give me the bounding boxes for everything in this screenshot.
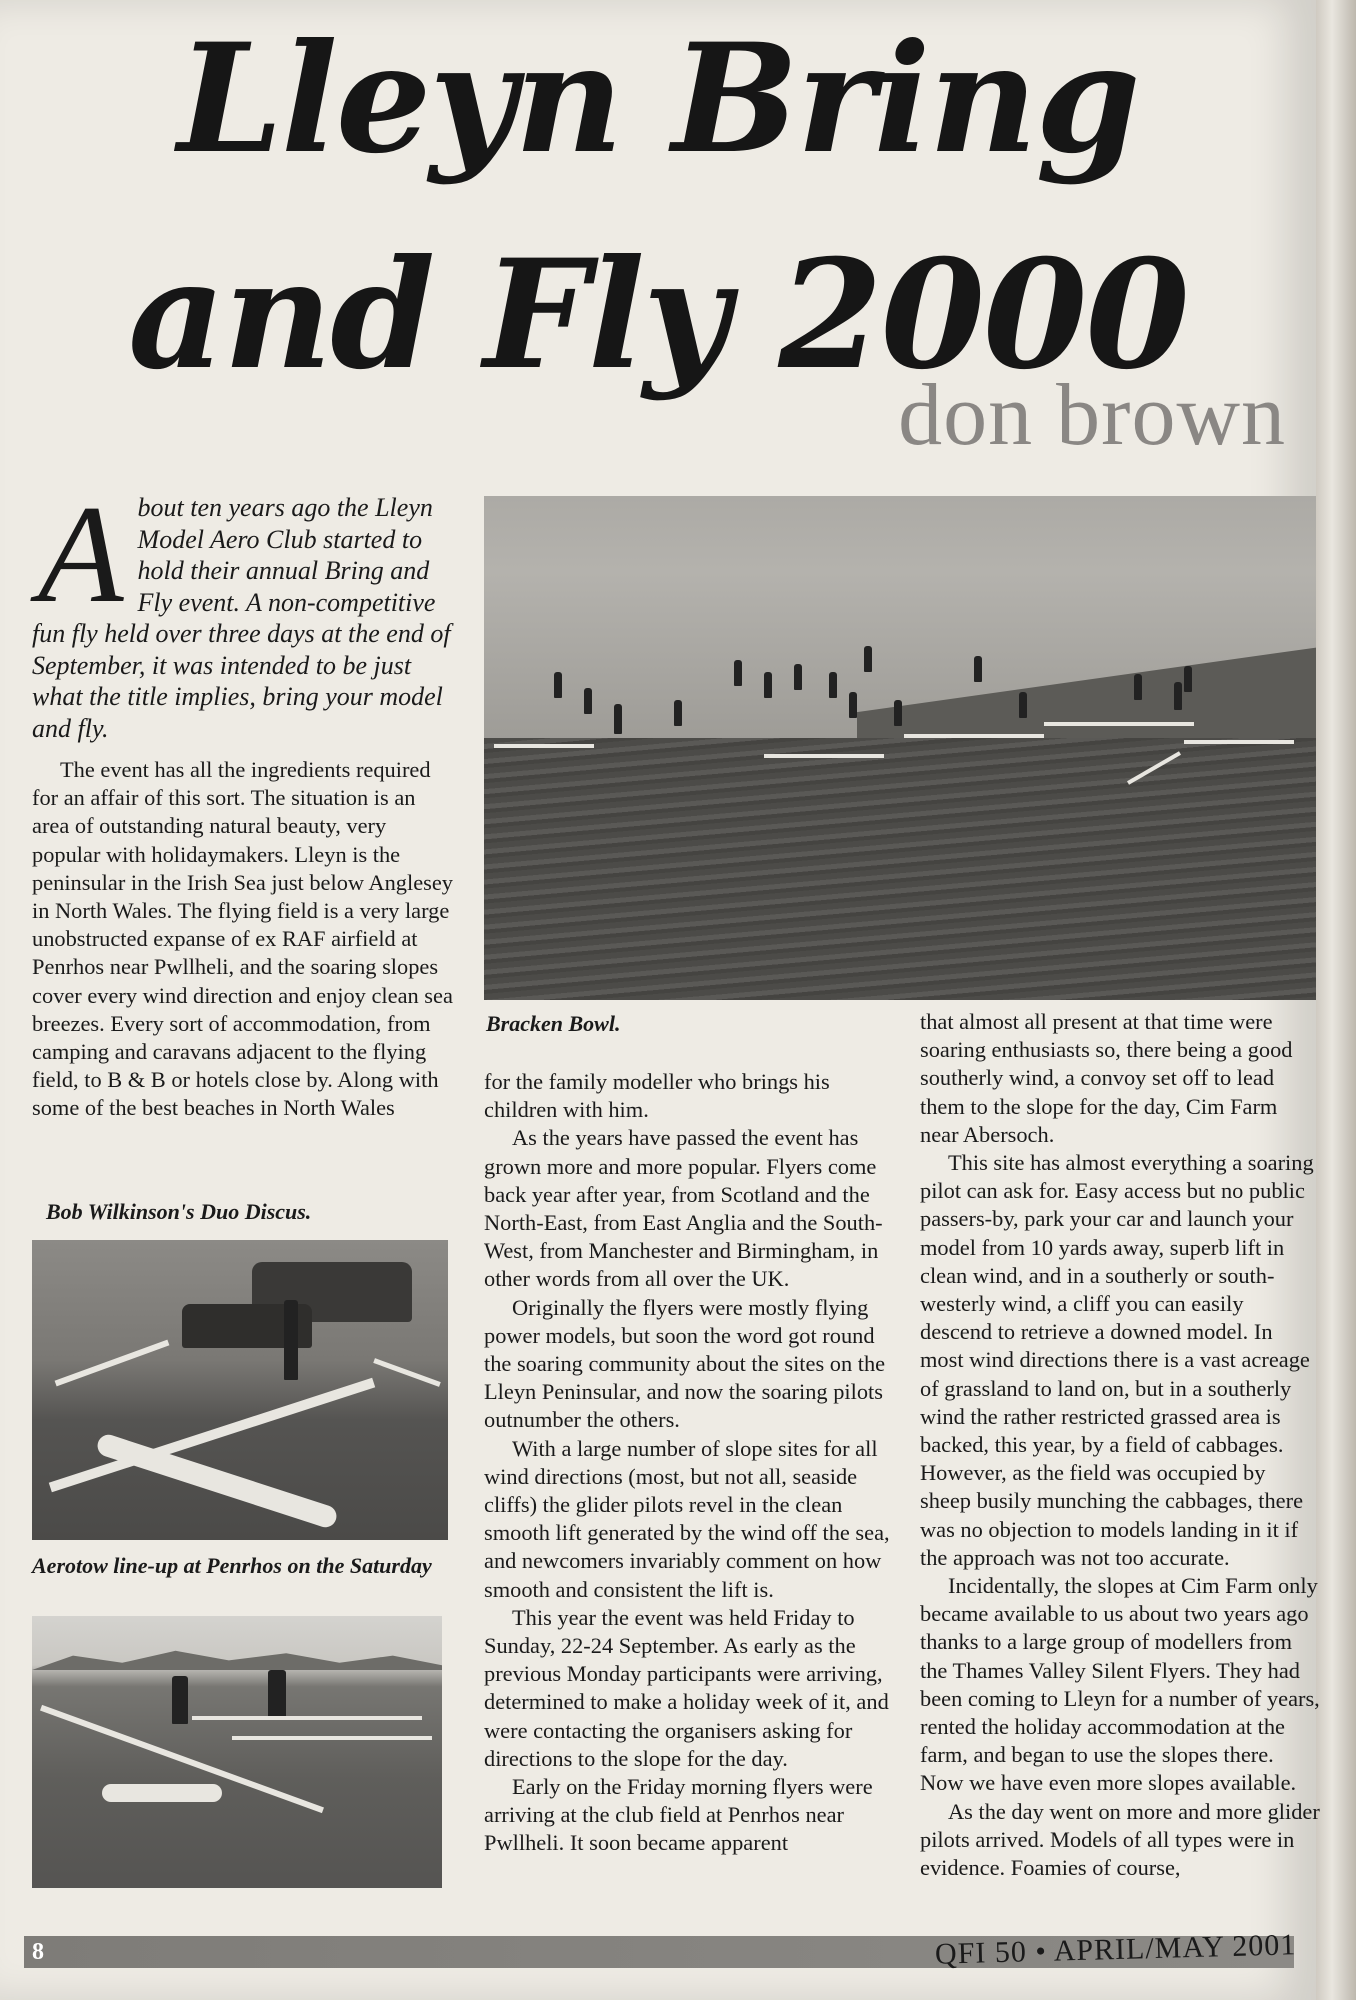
person-figure	[764, 672, 772, 698]
glider-wing-shape	[55, 1340, 170, 1387]
person-figure	[268, 1670, 286, 1720]
glider-fuselage-shape	[102, 1784, 222, 1802]
issue-footer: QFI 50 • APRIL/MAY 2001	[934, 1928, 1297, 1971]
glider-fuselage-shape	[95, 1432, 340, 1530]
person-figure	[674, 700, 682, 726]
person-figure	[1184, 666, 1192, 692]
person-figure	[1134, 674, 1142, 700]
person-figure	[829, 672, 837, 698]
lede-text: bout ten years ago the Lleyn Model Aero Club started to hold their annual Bring and Fly event. A non-competitive fun fly held over three days at the end of September, it was intended to be just what the title implies, bring your model and fly.	[32, 493, 451, 743]
drop-cap: A	[38, 477, 124, 632]
body-paragraph: As the years have passed the event has grown more and more popular. Flyers come back year after year, from Scotland and the North-East, from East Anglia and the South-West, from Manchester and Birmingham, in other words from all over the UK.	[484, 1125, 883, 1292]
person-figure	[894, 700, 902, 726]
body-paragraph: that almost all present at that time were soaring enthusiasts so, there being a good southerly wind, a convoy set off to lead them to the slope for the day, Cim Farm near Abersoch.	[920, 1009, 1293, 1147]
glider-wing-shape	[232, 1736, 432, 1740]
person-figure	[1174, 682, 1182, 710]
article-column-1	[32, 477, 454, 1123]
body-paragraph: Incidentally, the slopes at Cim Farm only became available to us about two years ago thanks to a large group of modellers from the Thames Valley Silent Flyers. They had been coming to Lleyn for a number of years, rented the holiday accommodation at the farm, and began to use the slopes there. Now we have even more slopes available.	[920, 1573, 1320, 1796]
model-glider-shape	[1044, 722, 1194, 726]
article-column-3	[920, 1008, 1320, 1882]
body-paragraph: This site has almost everything a soaring pilot can ask for. Easy access but no public passers-by, park your car and launch your model from 10 yards away, superb lift in clean wind, and in a southerly or south-westerly wind, a cliff you can easily descend to retrieve a downed model. In most wind directions there is a vast acreage of grassland to land on, but in a southerly wind the rather restricted grassed area is backed, this year, by a field of cabbages. However, as the field was occupied by sheep busily munching the cabbages, there was no objection to models landing in it if the approach was not too accurate.	[920, 1150, 1314, 1570]
body-paragraph: As the day went on more and more glider pilots arrived. Models of all types were in evidence. Foamies of course,	[920, 1798, 1320, 1881]
body-paragraph: for the family modeller who brings his children with him.	[484, 1069, 830, 1123]
photo-aerotow-lineup	[32, 1616, 442, 1888]
person-figure	[864, 646, 872, 672]
bracken-ground-shape	[484, 738, 1316, 1000]
photo-bracken-bowl	[484, 496, 1316, 1000]
aero-photo-caption: Aerotow line-up at Penrhos on the Saturday	[32, 1553, 432, 1578]
headline-line-2: and Fly 2000	[128, 227, 1188, 403]
glider-wing-shape	[373, 1358, 440, 1387]
model-glider-shape	[1184, 740, 1294, 744]
person-figure	[584, 688, 592, 714]
photo-duo-discus	[32, 1240, 448, 1540]
model-glider-shape	[904, 734, 1044, 738]
body-paragraph: This year the event was held Friday to Sunday, 22-24 September. As early as the previous Monday participants were arriving, determined to make a holiday week of it, and were contacting the organisers asking for directions to the slope for the day.	[484, 1604, 889, 1771]
headline-line-1: Lleyn Bring	[177, 11, 1139, 187]
body-paragraph: The event has all the ingredients required for an affair of this sort. The situation is an area of outstanding natural beauty, very popular with holidaymakers. Lleyn is the peninsular in the Irish Sea just below Anglesey in North Wales. The flying field is a very large unobstructed expanse of ex RAF airfield at Penrhos near Pwllheli, and the soaring slopes cover every wind direction and enjoy clean sea breezes. Every sort of accommodation, from camping and caravans adjacent to the flying field, to B & B or hotels close by. Along with some of the best beaches in North Wales	[32, 757, 453, 1121]
body-paragraph: Early on the Friday morning flyers were arriving at the club field at Penrhos near Pwllheli. It soon became apparent	[484, 1774, 873, 1856]
person-figure	[734, 660, 742, 686]
body-paragraph: With a large number of slope sites for all wind directions (most, but not all, seaside cliffs) the glider pilots revel in the clean smooth lift generated by the wind off the sea, and newcomers invariably comment on how smooth and consistent the lift is.	[484, 1435, 890, 1602]
page-spine-edge	[1316, 0, 1356, 2000]
article-column-2	[484, 1068, 900, 1858]
page-number: 8	[32, 1939, 44, 1965]
column-1-body	[32, 756, 454, 1123]
person-figure	[614, 704, 622, 734]
glider-wing-shape	[192, 1716, 422, 1720]
model-glider-shape	[494, 744, 594, 748]
lede-paragraph	[32, 477, 454, 744]
person-figure	[554, 672, 562, 698]
pilot-figure	[284, 1300, 298, 1380]
model-glider-shape	[764, 754, 884, 758]
person-figure	[849, 692, 857, 718]
person-figure	[172, 1676, 188, 1724]
person-figure	[974, 656, 982, 682]
author-byline: don brown	[898, 367, 1286, 464]
person-figure	[794, 664, 802, 690]
person-figure	[1019, 692, 1027, 718]
body-paragraph: Originally the flyers were mostly flying power models, but soon the word got round the soaring community about the sites on the Lleyn Peninsular, and now the soaring pilots outnumber the others.	[484, 1294, 886, 1433]
hills-shape	[32, 1646, 442, 1670]
duo-photo-caption: Bob Wilkinson's Duo Discus.	[46, 1199, 312, 1224]
main-photo-caption: Bracken Bowl.	[486, 1011, 621, 1036]
